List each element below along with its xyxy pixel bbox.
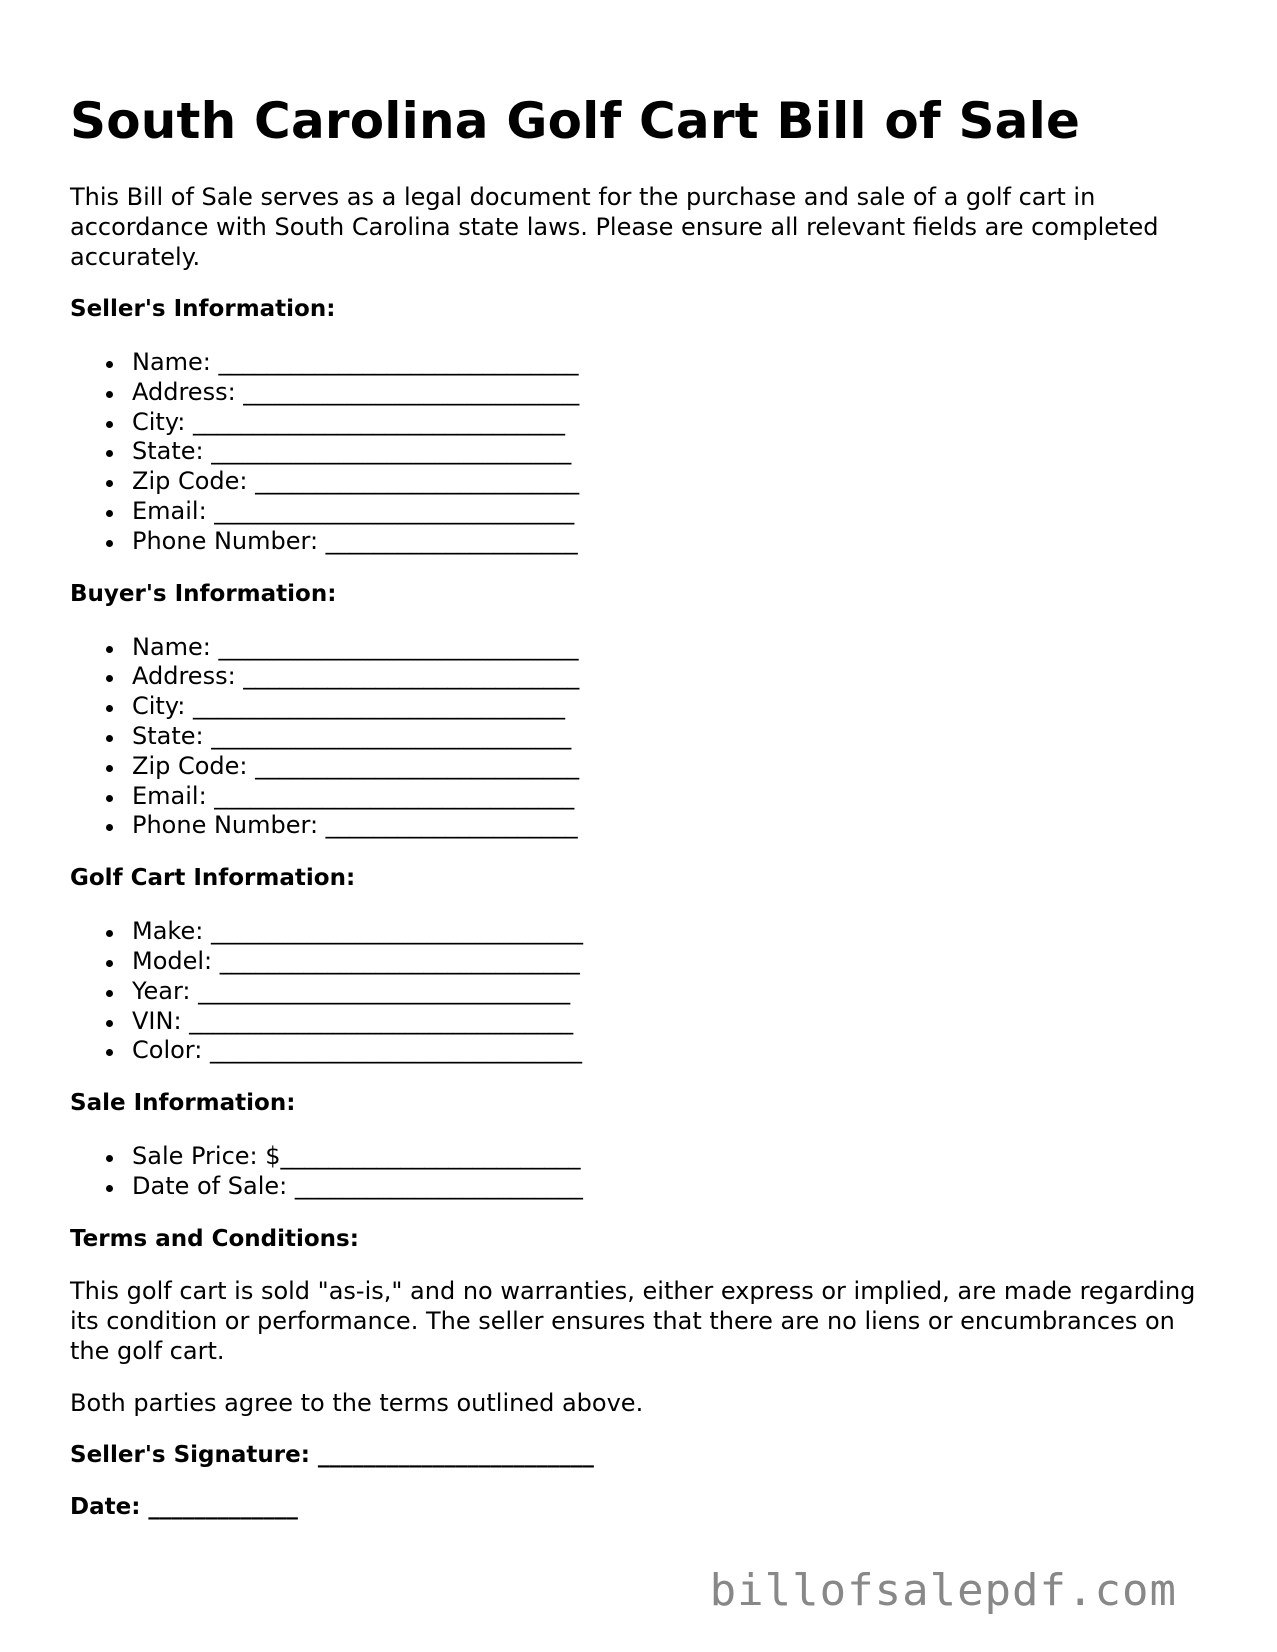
buyer-fields bbox=[70, 633, 1210, 842]
seller-address-field[interactable]: Address: ____________________________ bbox=[132, 378, 1210, 408]
seller-fields bbox=[70, 348, 1210, 557]
sale-date-field[interactable]: Date of Sale: ________________________ bbox=[132, 1172, 1210, 1202]
watermark: billofsalepdf.com bbox=[709, 1565, 1177, 1616]
intro-paragraph: This Bill of Sale serves as a legal document for the purchase and sale of a golf cart in accordance with South Carolina state laws. Please ensure all relevant fields are completed accurately. bbox=[70, 183, 1159, 271]
cart-model-field[interactable]: Model: ______________________________ bbox=[132, 947, 1210, 977]
sale-heading: Sale Information: bbox=[70, 1090, 296, 1117]
seller-email-field[interactable]: Email: ______________________________ bbox=[132, 497, 1210, 527]
terms-heading: Terms and Conditions: bbox=[70, 1225, 359, 1252]
buyer-city-field[interactable]: City: _______________________________ bbox=[132, 692, 1210, 722]
seller-heading: Seller's Information: bbox=[70, 296, 336, 322]
cart-heading: Golf Cart Information: bbox=[70, 865, 356, 892]
cart-vin-field[interactable]: VIN: ________________________________ bbox=[132, 1007, 1210, 1037]
cart-color-field[interactable]: Color: _______________________________ bbox=[132, 1036, 1210, 1066]
sale-fields bbox=[70, 1142, 1210, 1202]
seller-state-field[interactable]: State: ______________________________ bbox=[132, 437, 1210, 467]
cart-year-field[interactable]: Year: _______________________________ bbox=[132, 977, 1210, 1007]
cart-fields bbox=[70, 917, 1210, 1066]
terms-body: This golf cart is sold "as-is," and no warranties, either express or implied, are made regarding its condition or performance. The seller ensures that there are no liens or encumbrances on the golf cart. bbox=[70, 1276, 1196, 1365]
buyer-email-field[interactable]: Email: ______________________________ bbox=[132, 782, 1210, 812]
seller-city-field[interactable]: City: _______________________________ bbox=[132, 408, 1210, 438]
seller-signature-line[interactable]: Seller's Signature: ________________________ bbox=[70, 1441, 594, 1468]
buyer-zip-field[interactable]: Zip Code: ___________________________ bbox=[132, 752, 1210, 782]
buyer-address-field[interactable]: Address: ____________________________ bbox=[132, 662, 1210, 692]
agreement-text: Both parties agree to the terms outlined above. bbox=[70, 1388, 644, 1417]
buyer-state-field[interactable]: State: ______________________________ bbox=[132, 722, 1210, 752]
buyer-phone-field[interactable]: Phone Number: _____________________ bbox=[132, 811, 1210, 841]
document-page bbox=[70, 88, 1210, 1522]
sale-price-field[interactable]: Sale Price: $_________________________ bbox=[132, 1142, 1210, 1172]
date-line[interactable]: Date: _____________ bbox=[70, 1493, 298, 1520]
buyer-name-field[interactable]: Name: ______________________________ bbox=[132, 633, 1210, 663]
seller-name-field[interactable]: Name: ______________________________ bbox=[132, 348, 1210, 378]
buyer-heading: Buyer's Information: bbox=[70, 580, 337, 607]
seller-zip-field[interactable]: Zip Code: ___________________________ bbox=[132, 467, 1210, 497]
cart-make-field[interactable]: Make: _______________________________ bbox=[132, 917, 1210, 947]
document-title: South Carolina Golf Cart Bill of Sale bbox=[70, 92, 1081, 150]
seller-phone-field[interactable]: Phone Number: _____________________ bbox=[132, 527, 1210, 557]
